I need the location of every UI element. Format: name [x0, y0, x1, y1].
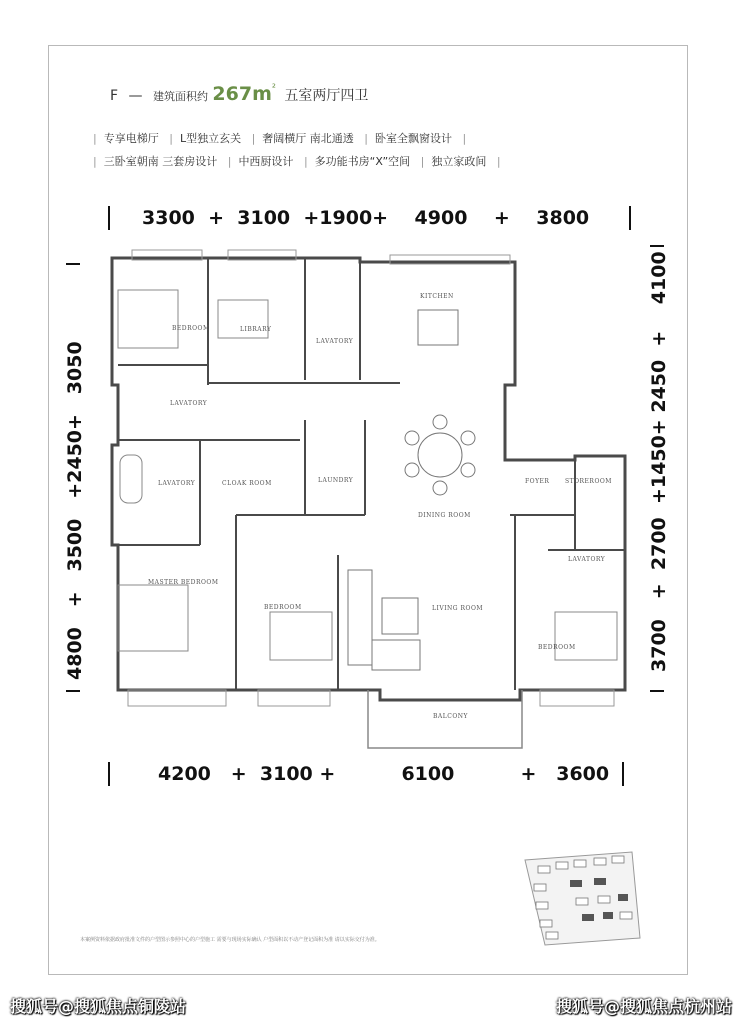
room-label: LAVATORY	[568, 556, 606, 563]
room-label: BALCONY	[433, 713, 468, 720]
room-label: LIBRARY	[240, 326, 272, 333]
area-unit: ²	[271, 83, 276, 94]
unit-letter: F	[110, 88, 119, 104]
room-label: BEDROOM	[172, 325, 210, 332]
key-plan-map	[525, 852, 640, 945]
features-row-1: | 专享电梯厅 | L型独立玄关 | 奢阔横厅 南北通透 | 卧室全飘窗设计 |	[93, 132, 467, 145]
room-label: LAVATORY	[316, 338, 354, 345]
disclaimer-note: 本案例资料依据政府批准文件的户型图示参照中心的户型施工 需要与现场实际确认 户型面积以不动产登记面积为准 请以实际交付为准。	[80, 937, 380, 943]
room-label: CLOAK ROOM	[222, 480, 272, 487]
room-label: LAUNDRY	[318, 477, 354, 484]
feature-item: 三卧室朝南 三套房设计	[103, 155, 218, 168]
dim-top: 3300 + 3100 +1900+ 4900 + 3800	[142, 207, 590, 229]
room-label: MASTER BEDROOM	[148, 579, 219, 586]
dining-table	[418, 433, 462, 477]
watermark-left: 搜狐号@搜狐焦点铜陵站	[10, 997, 187, 1016]
feature-item: 奢阔横厅 南北通透	[262, 132, 354, 145]
kitchen-island	[418, 310, 458, 345]
feature-item: L型独立玄关	[179, 132, 242, 145]
room-label: LAVATORY	[170, 400, 208, 407]
features-row-2: | 三卧室朝南 三套房设计 | 中西厨设计 | 多功能书房“X”空间 | 独立家政间 |	[93, 155, 501, 168]
room-label: STOREROOM	[565, 478, 612, 485]
dim-right: 3700 + 2700 +1450+ 2450 + 4100	[648, 251, 670, 672]
room-label: FOYER	[525, 478, 550, 485]
room-label: LIVING ROOM	[432, 605, 484, 612]
dim-left: 4800 + 3500 +2450+ 3050	[64, 341, 86, 680]
dim-bottom: 4200 + 3100 + 6100 + 3600	[158, 763, 610, 785]
layout-type: 五室两厅四卫	[284, 88, 369, 104]
watermark-right: 搜狐号@搜狐焦点杭州站	[556, 997, 733, 1016]
feature-item: 卧室全飘窗设计	[375, 132, 453, 145]
room-label: BEDROOM	[538, 644, 576, 651]
dining-chairs	[405, 415, 475, 495]
feature-item: 中西厨设计	[238, 155, 294, 168]
feature-item: 独立家政间	[431, 155, 487, 168]
room-label: KITCHEN	[420, 293, 454, 300]
bathtub	[120, 455, 142, 503]
beds	[118, 290, 617, 660]
room-label: LAVATORY	[158, 480, 196, 487]
area-value: 267m	[212, 83, 272, 105]
room-label: DINING ROOM	[418, 512, 471, 519]
feature-item: 多功能书房“X”空间	[314, 155, 411, 168]
header-dash: —	[128, 88, 143, 104]
area-label: 建筑面积约	[152, 90, 208, 103]
living-sofa	[348, 570, 420, 670]
feature-item: 专享电梯厅	[103, 132, 159, 145]
room-label: BEDROOM	[264, 604, 302, 611]
